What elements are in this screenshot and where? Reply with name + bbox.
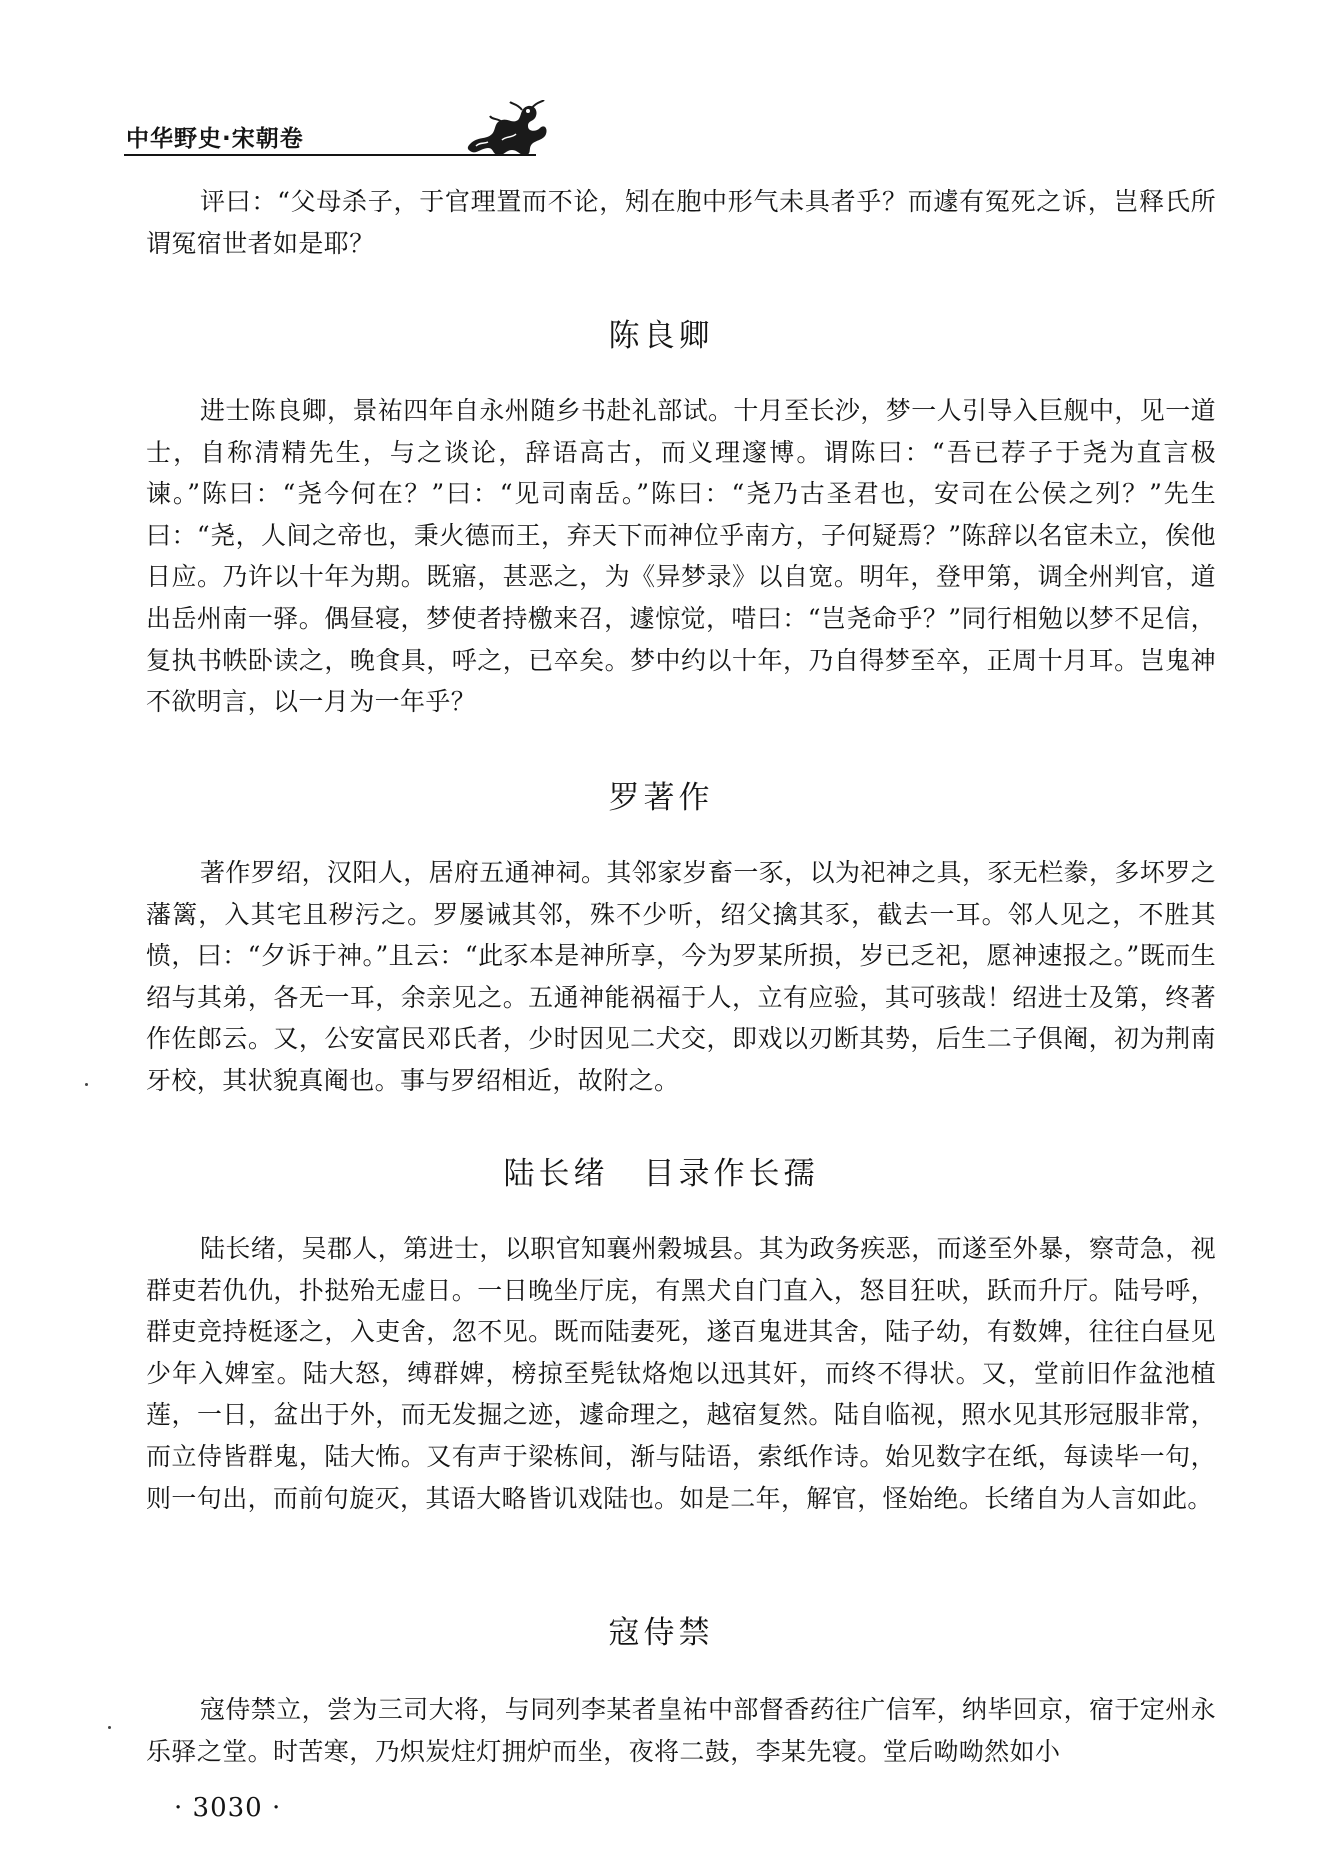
section-title-chen-liangqing: 陈良卿 [608,318,714,354]
section-title-kou-shijin: 寇侍禁 [608,1615,714,1651]
section-title-lu-changxu: 陆长绪 目录作长孺 [503,1156,819,1192]
section-body-kou-shijin: 寇侍禁立，尝为三司大将，与同列李某者皇祐中部督香药往广信军，纳毕回京，宿于定州永乐驿之堂。时苦寒，乃炽炭炷灯拥炉而坐，夜将二鼓，李某先寝。堂后呦呦然如小 [146,1695,1217,1766]
header-rule [124,154,536,156]
commentary-paragraph: 评曰：“父母杀子，于官理置而不论，矧在胞中形气未具者乎？而遽有冤死之诉，岂释氏所谓冤宿世者如是耶？ [146,187,1216,258]
dragon-emblem-icon [462,100,554,158]
book-title: 中华野史·宋朝卷 [126,126,304,152]
section-body-lu-changxu: 陆长绪，吴郡人，第进士，以职官知襄州穀城县。其为政务疾恶，而遂至外暴，察苛急，视群吏若仇仇，扑挞殆无虚日。一日晚坐厅庑，有黑犬自门直入，怒目狂吠，跃而升厅。陆号呼，群吏竞持梃逐之，入吏舍，忽不见。既而陆妻死，遂百鬼进其舍，陆子幼，有数婢，往往白昼见少年入婢室。陆大怒，缚群婢，榜掠至髡钛烙炮以迅其奸，而终不得状。又，堂前旧作盆池植莲，一日，盆出于外，而无发掘之迹，遽命理之，越宿复然。陆自临视，照水见其形冠服非常，而立侍皆群鬼，陆大怖。又有声于梁栋间，渐与陆语，索纸作诗。始见数字在纸，每读毕一句，则一句出，而前句旋灭，其语大略皆讥戏陆也。如是二年，解官，怪始绝。长绪自为人言如此。 [146,1234,1217,1513]
page-number: · 3030 · [174,1793,282,1823]
running-header [124,104,544,158]
section-title-luo-zhuzuo: 罗著作 [608,780,714,816]
section-body-luo-zhuzuo: 著作罗绍，汉阳人，居府五通神祠。其邻家岁畜一豕，以为祀神之具，豕无栏豢，多坏罗之藩篱，入其宅且秽污之。罗屡诫其邻，殊不少听，绍父擒其豕，截去一耳。邻人见之，不胜其愤，曰：“夕诉于神。”且云：“此豕本是神所享，今为罗某所损，岁已乏祀，愿神速报之。”既而生绍与其弟，各无一耳，余亲见之。五通神能祸福于人，立有应验，其可骇哉！绍进士及第，终著作佐郎云。又，公安富民邓氏者，少时因见二犬交，即戏以刃断其势，后生二子俱阉，初为荆南牙校，其状貌真阉也。事与罗绍相近，故附之。 [146,858,1217,1095]
section-body-chen-liangqing: 进士陈良卿，景祐四年自永州随乡书赴礼部试。十月至长沙，梦一人引导入巨舰中，见一道士，自称清精先生，与之谈论，辞语高古，而义理邃博。谓陈曰：“吾已荐子于尧为直言极谏。”陈曰：“尧今何在？”曰：“见司南岳。”陈曰：“尧乃古圣君也，安司在公侯之列？”先生曰：“尧，人间之帝也，秉火德而王，弃天下而神位乎南方，子何疑焉？”陈辞以名宦未立，俟他日应。乃许以十年为期。既寤，甚恶之，为《异梦录》以自宽。明年，登甲第，调全州判官，道出岳州南一驿。偶昼寝，梦使者持檄来召，遽惊觉，唶曰：“岂尧命乎？”同行相勉以梦不足信，复执书帙卧读之，晚食具，呼之，已卒矣。梦中约以十年，乃自得梦至卒，正周十月耳。岂鬼神不欲明言，以一月为一年乎？ [146,396,1217,717]
margin-speck [108,1726,111,1729]
margin-speck [85,1083,88,1086]
